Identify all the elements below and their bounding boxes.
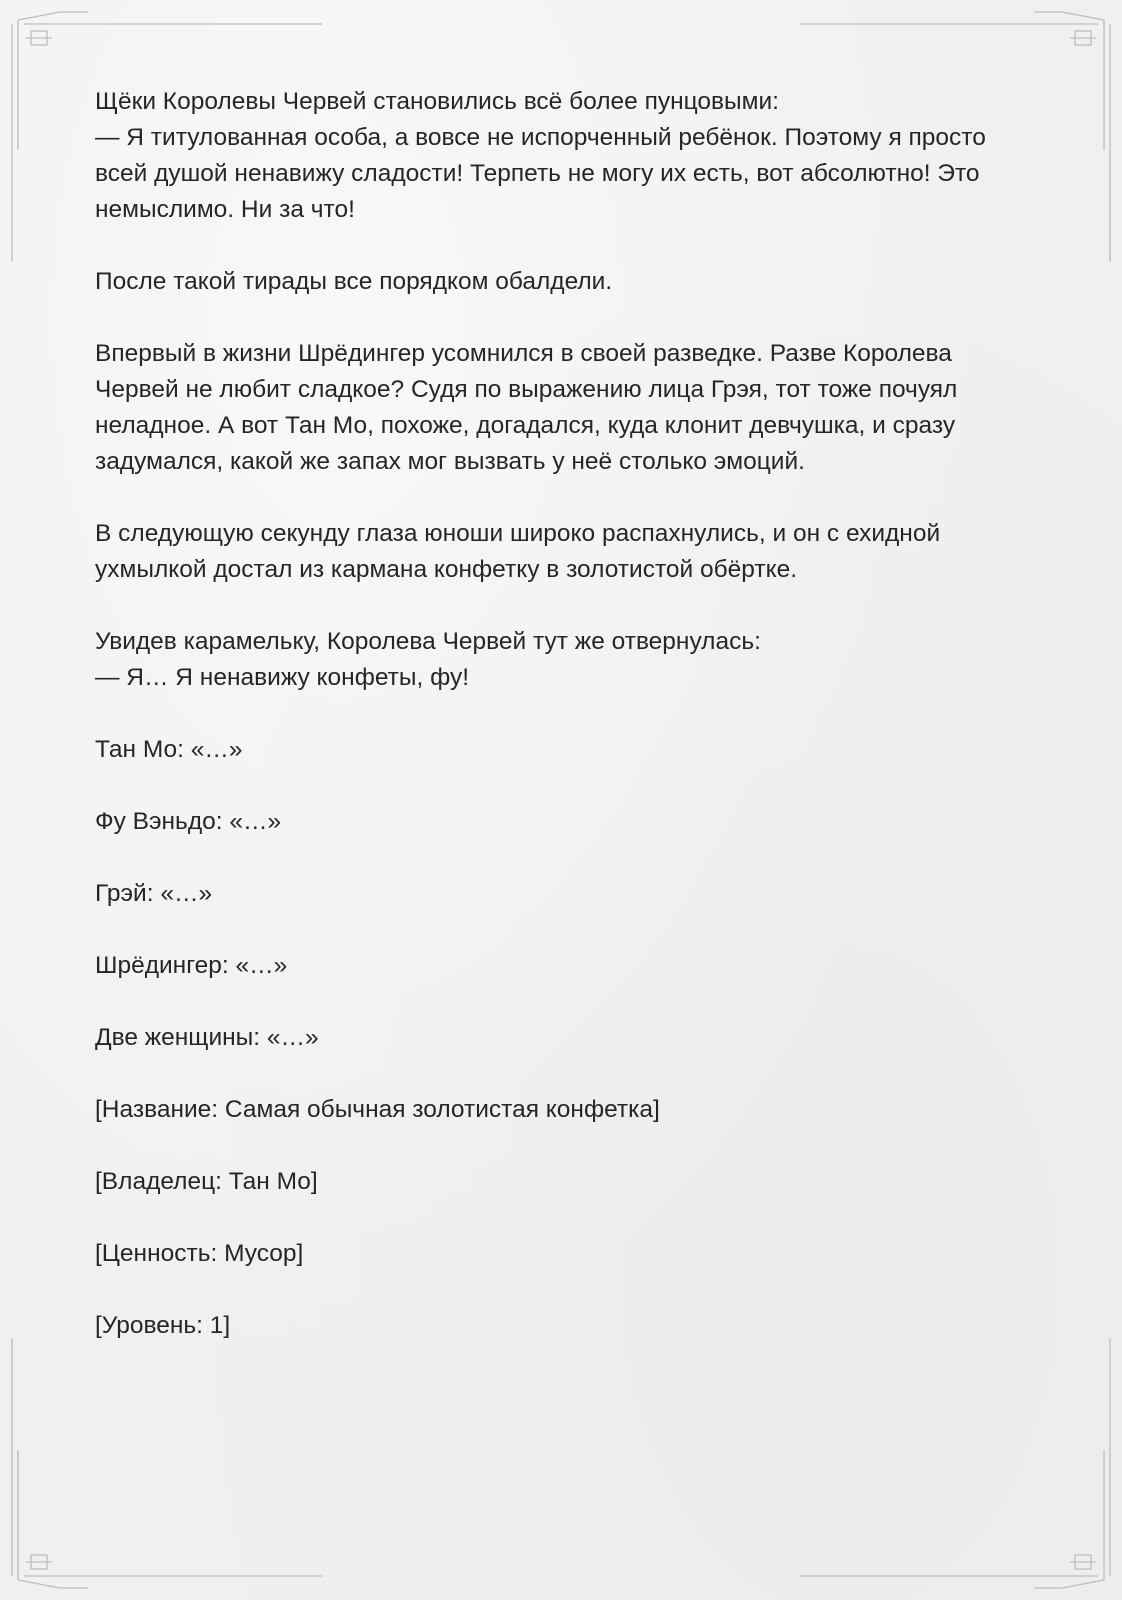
paragraph	[95, 1020, 1025, 1056]
paragraph	[95, 876, 1025, 912]
paragraph	[95, 264, 1025, 300]
text-line: Впервый в жизни Шрёдингер усомнился в своей разведке. Разве Королева Червей не любит сладкое? Судя по выражению лица Грэя, тот тоже почуял неладное. А вот Тан Мо, похоже, догадался, куда клонит девчушка, и сразу задумался, какой же запах мог вызвать у неё столько эмоций.	[95, 340, 958, 475]
paragraph	[95, 84, 1025, 228]
text-line: После такой тирады все порядком обалдели.	[95, 268, 613, 295]
text-line: [Владелец: Тан Мо]	[95, 1168, 318, 1195]
paragraph	[95, 1164, 1025, 1200]
paragraph	[95, 732, 1025, 768]
text-line: Шрёдингер: «…»	[95, 952, 288, 979]
text-line: — Я… Я ненавижу конфеты, фу!	[95, 664, 470, 691]
text-line: В следующую секунду глаза юноши широко распахнулись, и он с ехидной ухмылкой достал из кармана конфетку в золотистой обёртке.	[95, 520, 941, 583]
paragraph	[95, 336, 1025, 480]
text-line: Тан Мо: «…»	[95, 736, 243, 763]
paragraph	[95, 1236, 1025, 1272]
text-line: Две женщины: «…»	[95, 1024, 319, 1051]
paragraph	[95, 804, 1025, 840]
paragraph	[95, 948, 1025, 984]
text-line: Фу Вэньдо: «…»	[95, 808, 282, 835]
text-line: Увидев карамельку, Королева Червей тут же отвернулась:	[95, 628, 761, 655]
text-line: Грэй: «…»	[95, 880, 213, 907]
paragraph	[95, 516, 1025, 588]
paragraph	[95, 624, 1025, 696]
paragraph	[95, 1092, 1025, 1128]
text-line: Щёки Королевы Червей становились всё более пунцовыми:	[95, 88, 779, 115]
document-body	[95, 84, 1025, 1380]
text-line: — Я титулованная особа, а вовсе не испорченный ребёнок. Поэтому я просто всей душой ненавижу сладости! Терпеть не могу их есть, вот абсолютно! Это немыслимо. Ни за что!	[95, 124, 986, 223]
paragraph	[95, 1308, 1025, 1344]
text-line: [Ценность: Мусор]	[95, 1240, 304, 1267]
text-line: [Уровень: 1]	[95, 1312, 231, 1339]
text-line: [Название: Самая обычная золотистая конфетка]	[95, 1096, 660, 1123]
